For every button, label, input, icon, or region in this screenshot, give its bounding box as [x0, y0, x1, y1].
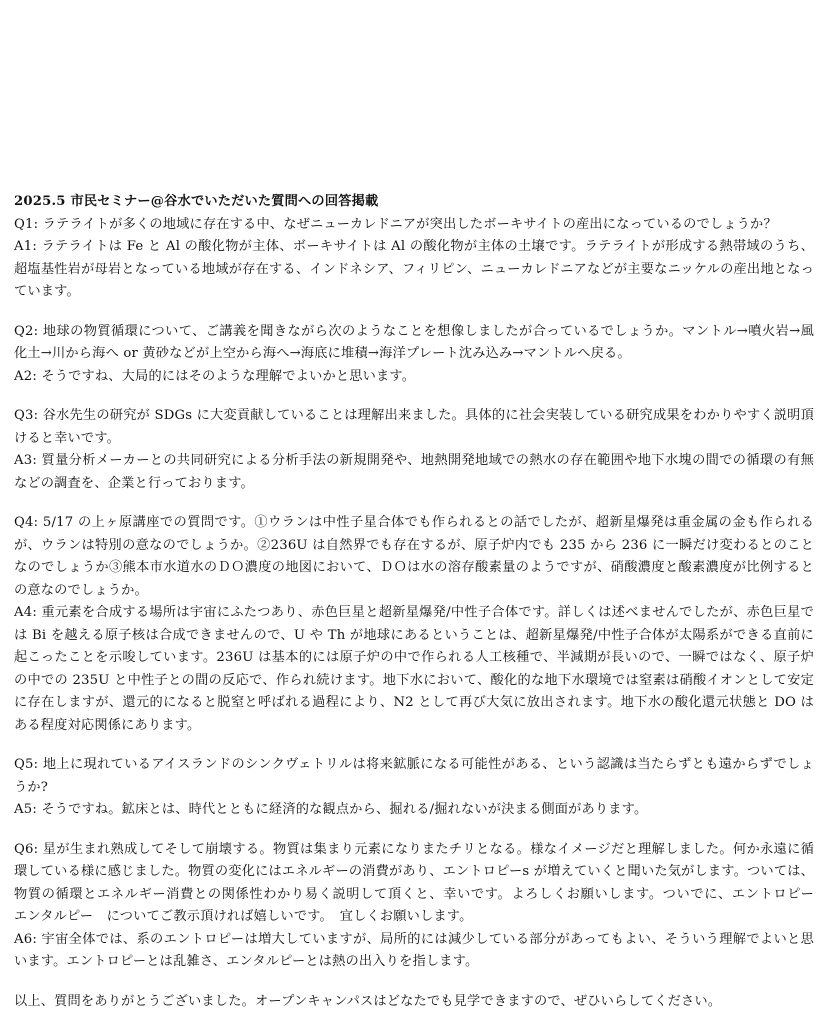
qa-item-6 — [14, 839, 814, 974]
qa-item-1 — [14, 214, 814, 304]
question-4: Q4: 5/17 の上ヶ原講座での質問です。①ウランは中性子星合体でも作られるとの話でしたが、超新星爆発は重金属の金も作られるが、ウランは特別の意なのでしょうか。②236U は自然界でも存在するが、原子炉内でも 235 から 236 に一瞬だけ変わるとのことなのでしょうか③熊本市水道水のＤＯ濃度の地図において、ＤＯは水の溶存酸素量のようですが、硝酸濃度と酸素濃度が比例するとの意なのでしょうか。 — [14, 512, 814, 602]
qa-item-2 — [14, 321, 814, 389]
question-1: Q1: ラテライトが多くの地域に存在する中、なぜニューカレドニアが突出したボーキサイトの産出になっているのでしょうか？ — [14, 214, 814, 237]
answer-6: A6: 宇宙全体では、系のエントロピーは増大していますが、局所的には減少している部分があってもよい、そういう理解でよいと思います。エントロピーとは乱雑さ、エンタルピーとは熱の出入りを指します。 — [14, 929, 814, 974]
question-2: Q2: 地球の物質循環について、ご講義を聞きながら次のようなことを想像しましたが合っているでしょうか。マントル→噴火岩→風化土→川から海へ or 黄砂などが上空から海へ→海底に堆積→海洋プレート沈み込み→マントルへ戻る。 — [14, 321, 814, 366]
question-6: Q6: 星が生まれ熟成してそして崩壊する。物質は集まり元素になりまたチリとなる。様なイメージだと理解しました。何か永遠に循環している様に感じました。物質の変化にはエネルギーの消費があり、エントロピーs が増えていくと聞いた気がします。ついては、物質の循環とエネルギー消費との関係性わかり易く説明して頂くと、幸いです。よろしくお願いします。ついでに、エントロピー エンタルピー についてご教示頂ければ嬉しいです。 宜しくお願いします。 — [14, 839, 814, 929]
closing-note: 以上、質問をありがとうございました。オープンキャンパスはどなたでも見学できますので、ぜひいらしてください。 — [14, 991, 814, 1013]
answer-4: A4: 重元素を合成する場所は宇宙にふたつあり、赤色巨星と超新星爆発/中性子合体です。詳しくは述べませんでしたが、赤色巨星では Bi を越える原子核は合成できませんので、U や Th が地球にあるということは、超新星爆発/中性子合体が太陽系ができる直前に起こったことを示唆しています。236U は基本的には原子炉の中で作られる人工核種で、半減期が長いので、一瞬ではなく、原子炉の中での 235U と中性子との間の反応で、作られ続けます。地下水において、酸化的な地下水環境では窒素は硝酸イオンとして安定に存在しますが、還元的になると脱窒と呼ばれる過程により、N2 として再び大気に放出されます。地下水の酸化還元状態と DO はある程度対応関係にあります。 — [14, 602, 814, 737]
answer-5: A5: そうですね。鉱床とは、時代とともに経済的な観点から、掘れる/掘れないが決まる側面があります。 — [14, 799, 814, 822]
qa-item-5 — [14, 754, 814, 822]
answer-1: A1: ラテライトは Fe と Al の酸化物が主体、ボーキサイトは Al の酸化物が主体の土壌です。ラテライトが形成する熱帯域のうち、超塩基性岩が母岩となっている地域が存在する、インドネシア、フィリピン、ニューカレドニアなどが主要なニッケルの産出地となっています。 — [14, 236, 814, 304]
answer-2: A2: そうですね、大局的にはそのような理解でよいかと思います。 — [14, 366, 814, 389]
question-5: Q5: 地上に現れているアイスランドのシンクヴェトリルは将来鉱脈になる可能性がある、という認識は当たらずとも遠からずでしょうか? — [14, 754, 814, 799]
document-body — [14, 191, 814, 1013]
document-title: 2025.5 市民セミナー@谷水でいただいた質問への回答掲載 — [14, 191, 814, 214]
answer-3: A3: 質量分析メーカーとの共同研究による分析手法の新規開発や、地熱開発地域での熱水の存在範囲や地下水塊の間での循環の有無などの調査を、企業と行っております。 — [14, 450, 814, 495]
qa-item-4 — [14, 512, 814, 737]
qa-item-3 — [14, 405, 814, 495]
question-3: Q3: 谷水先生の研究が SDGs に大変貢献していることは理解出来ました。具体的に社会実装している研究成果をわかりやすく説明頂けると幸いです。 — [14, 405, 814, 450]
